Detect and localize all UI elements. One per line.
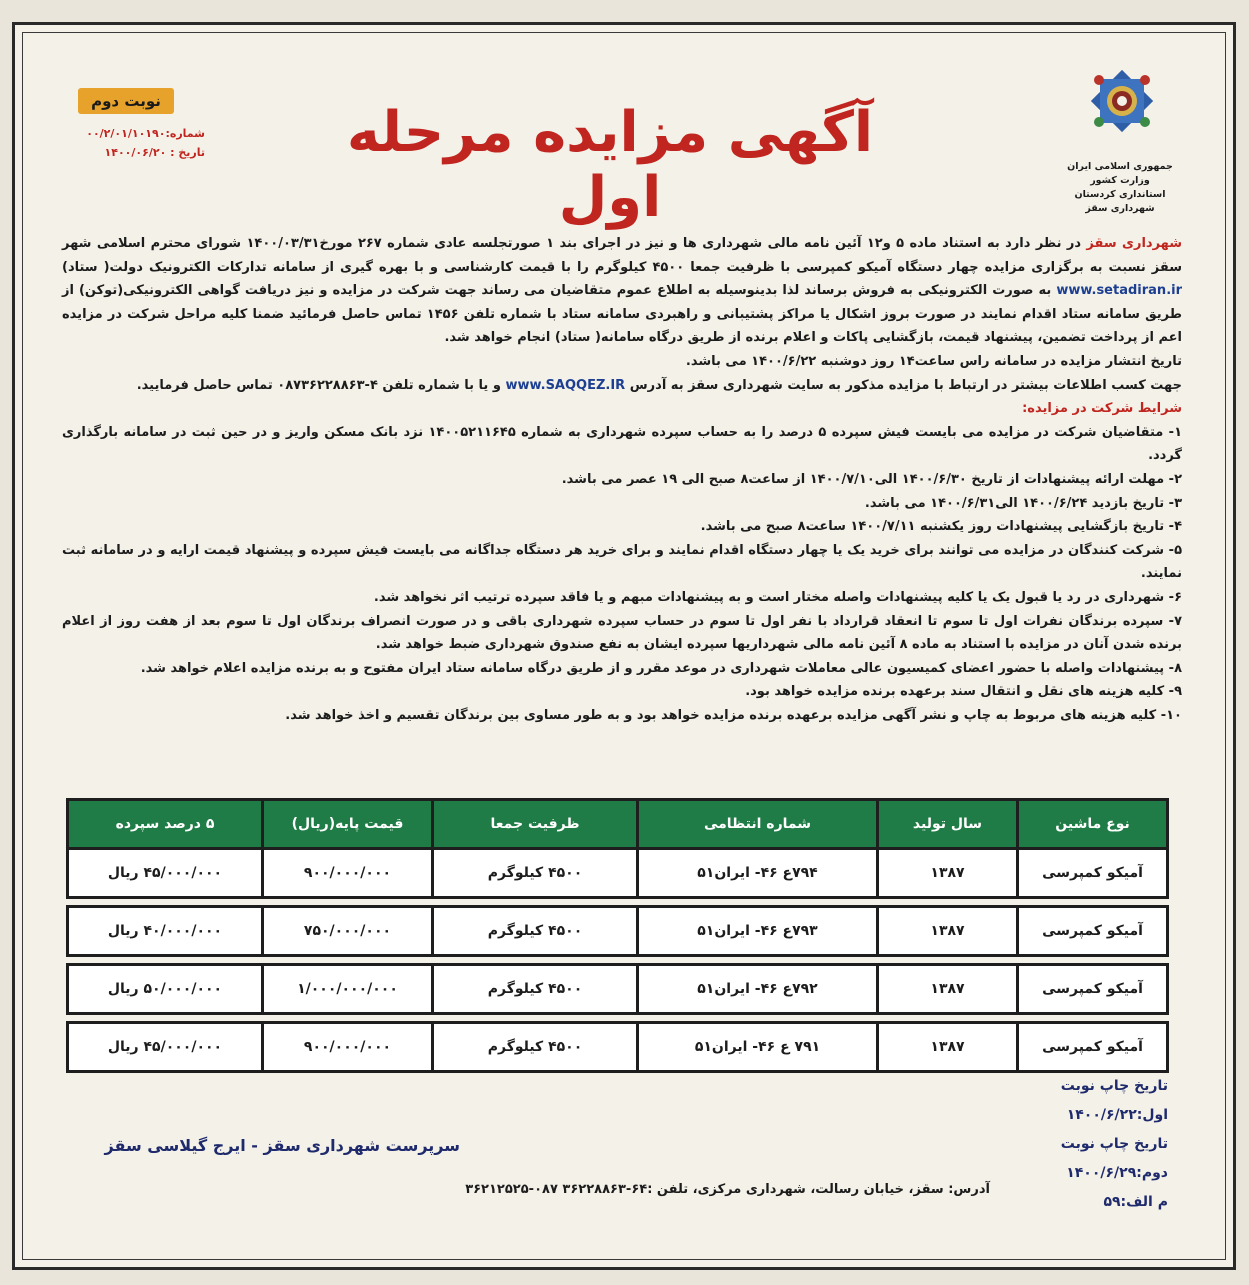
row-spacer (68, 956, 1168, 965)
cell-capacity: ۴۵۰۰ کیلوگرم (433, 849, 638, 898)
header-deposit: ۵ درصد سپرده (68, 800, 263, 849)
header-base-price: قیمت پایه(ریال) (263, 800, 433, 849)
cell-machine-type: آمیکو کمپرسی (1018, 1023, 1168, 1072)
cell-deposit: ۵۰/۰۰۰/۰۰۰ ریال (68, 965, 263, 1014)
intro-text-2: به صورت الکترونیکی به فروش برساند لذا بدینوسیله به اطلاع عموم متقاضیان می رساند جهت شرکت در مزایده و نیز دریافت گواهی الکترونیکی(توکن) از طریق سامانه ستاد اقدام نمایند در صورت بروز اشکال یا مراکز پشتیبانی و راهبردی سامانه ستاد با شماره تلفن ۱۴۵۶ تماس حاصل فرمائید ضمنا کلیه مراحل شرکت در مزایده اعم از پرداخت تضمین، پیشنهاد قیمت، بازگشایی پاکات و اعلام برنده از طریق درگاه سامانه( ستاد) انجام خواهد شد. (62, 283, 1182, 346)
condition-item: ۳- تاریخ بازدید ۱۴۰۰/۶/۲۴ الی۱۴۰۰/۶/۳۱ می باشد. (864, 495, 1182, 511)
cell-capacity: ۴۵۰۰ کیلوگرم (433, 965, 638, 1014)
table-header-row (68, 800, 1168, 849)
condition-item: ۴- تاریخ بازگشایی پیشنهادات روز یکشنبه ۱۴۰۰/۷/۱۱ ساعت۸ صبح می باشد. (700, 519, 1182, 535)
issuer-line: جمهوری اسلامی ایران (1067, 161, 1173, 172)
reference-number: شماره:۰۰/۲/۰۱/۱۰۱۹۰ (86, 127, 205, 140)
issuer-line: استانداری کردستان (1074, 189, 1166, 200)
first-print-date: تاریخ چاپ نوبت اول:۱۴۰۰/۶/۲۲ (1060, 1078, 1168, 1123)
condition-item: ۲- مهلت ارائه پیشنهادات از تاریخ ۱۴۰۰/۶/۳۰ الی۱۴۰۰/۷/۱۰ از ساعت۸ صبح الی ۱۹ عصر می باشد. (561, 471, 1182, 487)
reference-date: تاریخ : ۱۴۰۰/۰۶/۲۰ (104, 146, 205, 159)
table-row (68, 849, 1168, 898)
cell-machine-type: آمیکو کمپرسی (1018, 907, 1168, 956)
cell-base-price: ۹۰۰/۰۰۰/۰۰۰ (263, 849, 433, 898)
condition-item: ۹- کلیه هزینه های نقل و انتقال سند برعهده برنده مزایده خواهد بود. (745, 684, 1182, 700)
header-capacity: ظرفیت جمعا (433, 800, 638, 849)
saqqez-link[interactable]: www.SAQQEZ.IR (505, 377, 626, 393)
cell-year: ۱۳۸۷ (878, 1023, 1018, 1072)
row-spacer (68, 1014, 1168, 1023)
header-production-year: سال تولید (878, 800, 1018, 849)
cell-base-price: ۷۵۰/۰۰۰/۰۰۰ (263, 907, 433, 956)
cell-capacity: ۴۵۰۰ کیلوگرم (433, 1023, 638, 1072)
issuer-line: شهرداری سقز (1085, 203, 1155, 214)
cell-machine-type: آمیکو کمپرسی (1018, 849, 1168, 898)
setadiran-link[interactable]: www.setadiran.ir (1056, 283, 1182, 299)
issuer-line: وزارت کشور (1090, 175, 1150, 186)
condition-item: ۷- سپرده برندگان نفرات اول تا سوم تا انعقاد قرارداد با نفر اول تا سوم در حساب سپرده شهرداری باقی و در صورت انصراف برندگان اول تا سوم بعد از هفت روز از اعلام برنده شدن آنان در مزایده با استناد به ماده ۸ آئین نامه مالی شهرداریها سپرده ایشان به نفع صندوق شهرداری ضبط خواهد شد. (62, 613, 1182, 653)
condition-item: ۸- پیشنهادات واصله با حضور اعضای کمیسیون عالی معاملات شهرداری در موعد مقرر و از طریق درگاه سامانه ستاد ایران مفتوح و به برنده مزایده اعلام خواهد شد. (140, 660, 1182, 676)
cell-deposit: ۴۰/۰۰۰/۰۰۰ ریال (68, 907, 263, 956)
condition-item: ۵- شرکت کنندگان در مزایده می توانند برای خرید یک یا چهار دستگاه اقدام نمایند و برای خرید هر دستگاه جداگانه می بایست فیش سپرده و پیشنهاد قیمت ارایه و در سامانه ثبت نمایند. (62, 542, 1182, 582)
conditions-title: شرایط شرکت در مزایده: (1022, 401, 1182, 417)
table-row (68, 1023, 1168, 1072)
cell-year: ۱۳۸۷ (878, 965, 1018, 1014)
cell-capacity: ۴۵۰۰ کیلوگرم (433, 907, 638, 956)
address-line: آدرس: سقز، خیابان رسالت، شهرداری مرکزی، تلفن :۶۴-۳۶۲۲۸۸۶۳ ۰۸۷-۳۶۲۱۲۵۲۵ (465, 1182, 990, 1197)
publish-line: تاریخ انتشار مزایده در سامانه راس ساعت۱۴ روز دوشنبه ۱۴۰۰/۶/۲۲ می باشد. (685, 353, 1182, 369)
municipality-emblem (1085, 70, 1159, 132)
cell-plate: ۷۹۴ع ۴۶- ایران۵۱ (638, 849, 878, 898)
header-machine-type: نوع ماشین (1018, 800, 1168, 849)
cell-deposit: ۴۵/۰۰۰/۰۰۰ ریال (68, 1023, 263, 1072)
cell-machine-type: آمیکو کمپرسی (1018, 965, 1168, 1014)
vehicles-table (66, 798, 1169, 1073)
signature: سرپرست شهرداری سقز - ایرج گیلاسی سقز (104, 1136, 460, 1155)
cell-base-price: ۱/۰۰۰/۰۰۰/۰۰۰ (263, 965, 433, 1014)
intro-lead: شهرداری سقز (1086, 236, 1183, 251)
condition-item: ۱- متقاضیان شرکت در مزایده می بایست فیش سپرده ۵ درصد را به حساب سپرده شهرداری به شماره ۱۴۰۰۵۲۱۱۶۴۵ نزد بانک مسکن واریز و در حین ثبت در سامانه بارگذاری گردد. (62, 424, 1183, 464)
notice-body (62, 232, 1182, 727)
table-row (68, 965, 1168, 1014)
table-row (68, 907, 1168, 956)
cell-year: ۱۳۸۷ (878, 907, 1018, 956)
condition-item: ۱۰- کلیه هزینه های مربوط به چاپ و نشر آگهی مزایده برعهده برنده مزایده خواهد بود و به طور مساوی بین برندگان تقسیم و اخذ خواهد شد. (285, 707, 1182, 723)
print-dates (980, 1072, 1168, 1217)
cell-deposit: ۴۵/۰۰۰/۰۰۰ ریال (68, 849, 263, 898)
notice-title: آگهی مزایده مرحله اول (346, 100, 874, 230)
cell-base-price: ۹۰۰/۰۰۰/۰۰۰ (263, 1023, 433, 1072)
cell-year: ۱۳۸۷ (878, 849, 1018, 898)
cell-plate: ۷۹۲ع ۴۶- ایران۵۱ (638, 965, 878, 1014)
info-line (62, 374, 1182, 398)
info-text-a: جهت کسب اطلاعات بیشتر در ارتباط با مزایده مذکور به سایت شهرداری سقز به آدرس (625, 377, 1182, 393)
row-spacer (68, 898, 1168, 907)
cell-plate: ۷۹۳ع ۴۶- ایران۵۱ (638, 907, 878, 956)
emblem-icon (1091, 70, 1153, 132)
intro-paragraph (62, 232, 1182, 350)
cell-plate: ۷۹۱ ع ۴۶- ایران۵۱ (638, 1023, 878, 1072)
reference-block (55, 124, 205, 162)
condition-item: ۶- شهرداری در رد یا قبول یک یا کلیه پیشنهادات واصله مختار است و به پیشنهادات مبهم و یا فاقد سپرده ترتیب اثر نخواهد شد. (373, 589, 1182, 605)
second-print-date: تاریخ چاپ نوبت دوم:۱۴۰۰/۶/۲۹ (1060, 1136, 1168, 1181)
notice-code: م الف:۵۹ (1103, 1194, 1168, 1210)
info-text-b: و یا با شماره تلفن ۴-۰۸۷۳۶۲۲۸۸۶۳ تماس حاصل فرمایید. (136, 377, 506, 393)
round-badge: نوبت دوم (78, 88, 174, 114)
header-plate-number: شماره انتظامی (638, 800, 878, 849)
issuer-block (1065, 160, 1175, 216)
intro-text-1: در نظر دارد به استناد ماده ۵ و۱۲ آئین نامه مالی شهرداری ها و نیز در اجرای بند ۱ صورتجلسه عادی شماره ۲۶۷ مورخ۱۴۰۰/۰۳/۳۱ شورای محترم اسلامی شهر سقز نسبت به برگزاری مزایده چهار دستگاه آمیکو کمپرسی با ظرفیت جمعا ۴۵۰۰ کیلوگرم را با قیمت کارشناسی و با بهره گیری از سامانه تدارکات الکترونیک دولت( ستاد) (62, 236, 1182, 275)
